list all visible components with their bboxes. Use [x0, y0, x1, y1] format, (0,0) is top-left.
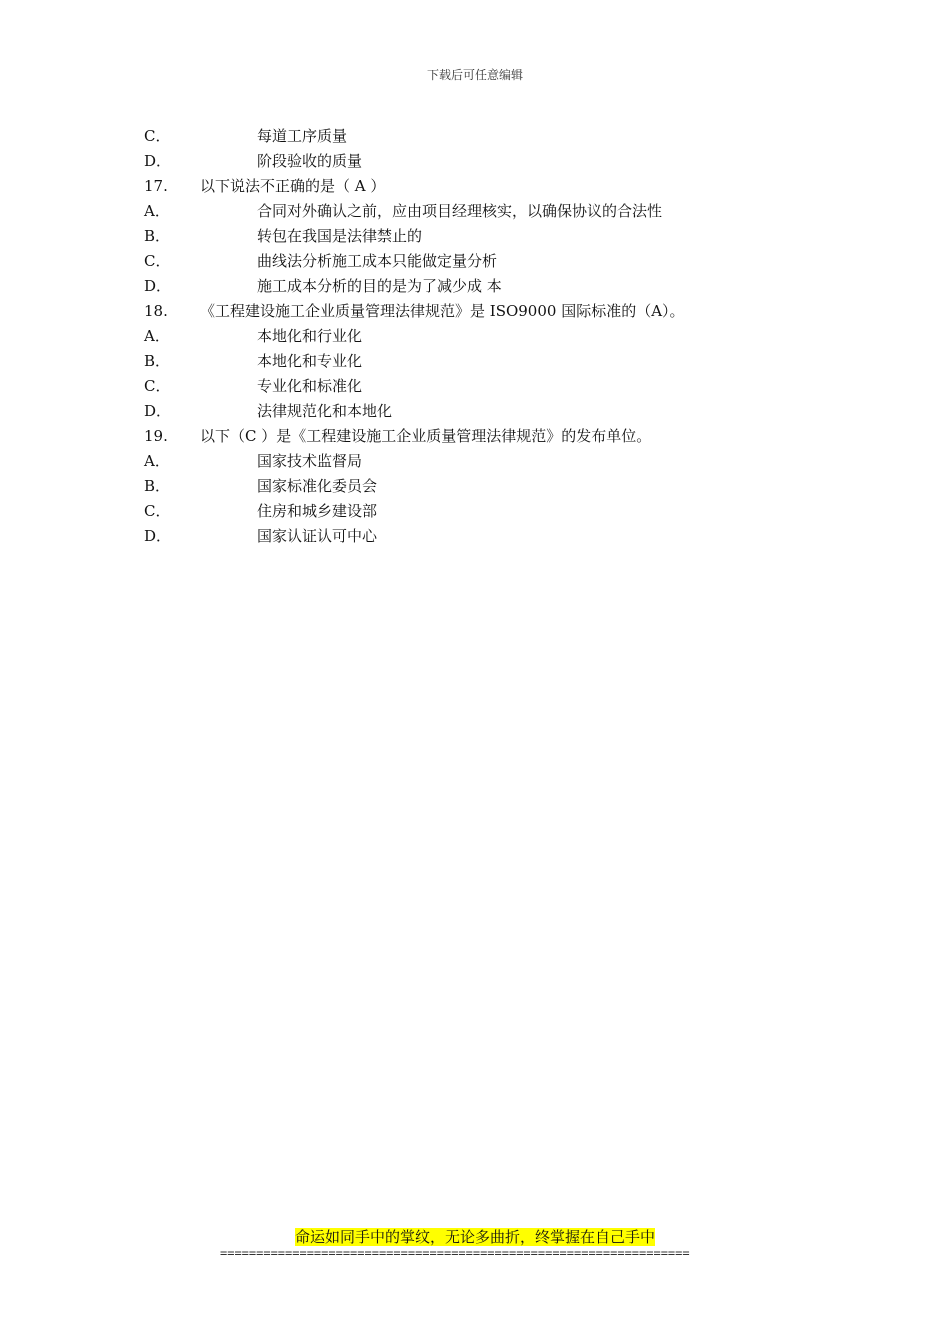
list-item	[144, 124, 844, 149]
list-item	[144, 474, 844, 499]
list-item	[144, 149, 844, 174]
question-18	[144, 299, 844, 324]
question-number: 19.	[144, 427, 168, 445]
page-header	[0, 66, 950, 83]
list-item	[144, 349, 844, 374]
option-text: 施工成本分析的目的是为了减少成 本	[257, 277, 502, 295]
option-text: 阶段验收的质量	[257, 152, 363, 170]
option-label: C．	[144, 502, 171, 520]
option-label: D．	[144, 527, 172, 545]
option-label: D．	[144, 152, 172, 170]
option-text: 每道工序质量	[257, 127, 348, 145]
list-item	[144, 199, 844, 224]
option-text: 国家认证认可中心	[257, 527, 378, 545]
option-text: 国家标准化委员会	[257, 477, 378, 495]
option-text: 合同对外确认之前，应由项目经理核实，以确保协议的合法性	[257, 202, 663, 220]
option-text: 住房和城乡建设部	[257, 502, 378, 520]
option-label: B．	[144, 477, 171, 495]
option-label: C．	[144, 377, 171, 395]
option-text: 本地化和行业化	[257, 327, 363, 345]
option-label: B．	[144, 227, 171, 245]
option-label: C．	[144, 252, 171, 270]
question-number: 18.	[144, 302, 168, 320]
option-label: A．	[144, 452, 170, 470]
list-item	[144, 449, 844, 474]
option-text: 法律规范化和本地化	[257, 402, 393, 420]
option-text: 本地化和专业化	[257, 352, 363, 370]
footer-motto-text: 命运如同手中的掌纹，无论多曲折，终掌握在自己手中	[294, 1228, 655, 1246]
footer-motto	[0, 1227, 950, 1247]
option-label: D．	[144, 402, 172, 420]
option-text: 国家技术监督局	[257, 452, 363, 470]
list-item	[144, 324, 844, 349]
list-item	[144, 499, 844, 524]
list-item	[144, 224, 844, 249]
option-label: D．	[144, 277, 172, 295]
option-label: B．	[144, 352, 171, 370]
question-number: 17.	[144, 177, 168, 195]
option-label: A．	[144, 327, 170, 345]
option-label: C．	[144, 127, 171, 145]
question-17	[144, 174, 844, 199]
list-item	[144, 399, 844, 424]
header-text: 下载后可任意编辑	[426, 68, 523, 82]
list-item	[144, 524, 844, 549]
option-text: 转包在我国是法律禁止的	[257, 227, 423, 245]
question-19	[144, 424, 844, 449]
option-text: 专业化和标准化	[257, 377, 363, 395]
document-body	[144, 124, 844, 549]
footer-divider: =================================================================	[220, 1246, 690, 1260]
question-text: 《工程建设施工企业质量管理法律规范》是 ISO9000 国际标准的（A）。	[200, 302, 685, 320]
option-text: 曲线法分析施工成本只能做定量分析	[257, 252, 498, 270]
list-item	[144, 249, 844, 274]
option-label: A．	[144, 202, 170, 220]
list-item	[144, 274, 844, 299]
question-text: 以下说法不正确的是（ A ）	[200, 177, 386, 195]
question-text: 以下（C ）是《工程建设施工企业质量管理法律规范》的发布单位。	[200, 427, 652, 445]
list-item	[144, 374, 844, 399]
